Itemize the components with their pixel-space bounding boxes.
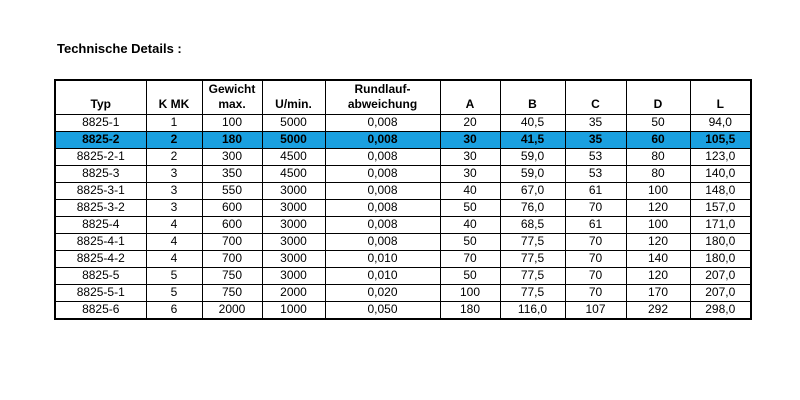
table-cell-a: 20 <box>440 114 500 131</box>
table-cell-d: 140 <box>626 250 690 267</box>
column-header-gewicht <box>202 80 262 114</box>
column-header-line1 <box>56 82 146 97</box>
table-header-row <box>55 80 751 114</box>
table-cell-umin: 5000 <box>262 114 325 131</box>
table-cell-rundlauf: 0,010 <box>325 250 440 267</box>
table-cell-k-mk: 4 <box>146 250 202 267</box>
column-header-line1 <box>501 82 565 97</box>
table-cell-l: 157,0 <box>690 199 751 216</box>
table-cell-c: 70 <box>565 199 626 216</box>
table-cell-l: 123,0 <box>690 148 751 165</box>
table-cell-k-mk: 3 <box>146 199 202 216</box>
table-cell-a: 50 <box>440 267 500 284</box>
table-cell-gewicht: 180 <box>202 131 262 148</box>
table-cell-gewicht: 600 <box>202 199 262 216</box>
table-row <box>55 233 751 250</box>
table-cell-l: 298,0 <box>690 301 751 319</box>
table-cell-umin: 1000 <box>262 301 325 319</box>
table-cell-umin: 3000 <box>262 182 325 199</box>
table-cell-typ: 8825-6 <box>55 301 146 319</box>
technical-details-table <box>54 79 752 320</box>
table-row <box>55 131 751 148</box>
table-cell-c: 53 <box>565 148 626 165</box>
table-cell-a: 50 <box>440 233 500 250</box>
table-cell-typ: 8825-5-1 <box>55 284 146 301</box>
table-cell-d: 100 <box>626 216 690 233</box>
table-cell-gewicht: 750 <box>202 267 262 284</box>
table-cell-typ: 8825-1 <box>55 114 146 131</box>
column-header-line2: Typ <box>90 96 111 111</box>
table-cell-k-mk: 3 <box>146 165 202 182</box>
column-header-line2: A <box>465 96 475 111</box>
table-cell-l: 207,0 <box>690 267 751 284</box>
column-header-line2: abweichung <box>347 96 418 111</box>
column-header-typ <box>55 80 146 114</box>
table-cell-d: 170 <box>626 284 690 301</box>
column-header-line2: max. <box>218 96 246 111</box>
table-row <box>55 216 751 233</box>
table-cell-a: 180 <box>440 301 500 319</box>
table-cell-gewicht: 700 <box>202 250 262 267</box>
table-cell-typ: 8825-4 <box>55 216 146 233</box>
table-cell-typ: 8825-2 <box>55 131 146 148</box>
table-cell-k-mk: 1 <box>146 114 202 131</box>
table-cell-umin: 3000 <box>262 233 325 250</box>
table-cell-rundlauf: 0,008 <box>325 165 440 182</box>
table-cell-c: 70 <box>565 284 626 301</box>
table-cell-d: 292 <box>626 301 690 319</box>
table-cell-a: 30 <box>440 165 500 182</box>
table-cell-d: 120 <box>626 233 690 250</box>
column-header-l <box>690 80 751 114</box>
table-cell-l: 140,0 <box>690 165 751 182</box>
table-cell-rundlauf: 0,008 <box>325 216 440 233</box>
table-cell-d: 80 <box>626 148 690 165</box>
table-cell-typ: 8825-2-1 <box>55 148 146 165</box>
table-cell-l: 94,0 <box>690 114 751 131</box>
table-cell-l: 180,0 <box>690 250 751 267</box>
table-cell-l: 207,0 <box>690 284 751 301</box>
table-cell-d: 60 <box>626 131 690 148</box>
table-cell-b: 59,0 <box>500 148 565 165</box>
table-cell-c: 70 <box>565 267 626 284</box>
table-cell-rundlauf: 0,008 <box>325 182 440 199</box>
column-header-line1 <box>147 82 202 97</box>
table-cell-gewicht: 600 <box>202 216 262 233</box>
column-header-line2: C <box>591 96 600 111</box>
table-row <box>55 165 751 182</box>
table-cell-gewicht: 350 <box>202 165 262 182</box>
table-cell-typ: 8825-3 <box>55 165 146 182</box>
table-cell-gewicht: 550 <box>202 182 262 199</box>
table-cell-b: 68,5 <box>500 216 565 233</box>
table-cell-b: 77,5 <box>500 233 565 250</box>
table-row <box>55 267 751 284</box>
column-header-line1 <box>441 82 500 97</box>
table-cell-k-mk: 2 <box>146 131 202 148</box>
table-cell-c: 35 <box>565 114 626 131</box>
table-cell-umin: 4500 <box>262 148 325 165</box>
column-header-rundlauf <box>325 80 440 114</box>
table-row <box>55 114 751 131</box>
table-cell-a: 70 <box>440 250 500 267</box>
table-cell-k-mk: 2 <box>146 148 202 165</box>
table-cell-k-mk: 4 <box>146 233 202 250</box>
table-cell-umin: 3000 <box>262 267 325 284</box>
column-header-line1: Rundlauf- <box>354 81 411 96</box>
column-header-line1 <box>263 82 325 97</box>
table-cell-k-mk: 3 <box>146 182 202 199</box>
table-cell-d: 50 <box>626 114 690 131</box>
section-title: Technische Details : <box>57 41 182 56</box>
table-cell-a: 30 <box>440 131 500 148</box>
column-header-line2: B <box>528 96 537 111</box>
table-cell-b: 77,5 <box>500 284 565 301</box>
column-header-b <box>500 80 565 114</box>
table-cell-c: 61 <box>565 216 626 233</box>
table-cell-rundlauf: 0,008 <box>325 233 440 250</box>
table-cell-gewicht: 2000 <box>202 301 262 319</box>
table-cell-k-mk: 5 <box>146 284 202 301</box>
column-header-umin <box>262 80 325 114</box>
table-cell-rundlauf: 0,008 <box>325 199 440 216</box>
table-cell-a: 40 <box>440 216 500 233</box>
table-cell-rundlauf: 0,008 <box>325 114 440 131</box>
column-header-line2: U/min. <box>275 96 312 111</box>
table-cell-umin: 3000 <box>262 250 325 267</box>
column-header-d <box>626 80 690 114</box>
table-cell-gewicht: 750 <box>202 284 262 301</box>
table-cell-typ: 8825-5 <box>55 267 146 284</box>
table-cell-gewicht: 300 <box>202 148 262 165</box>
table-cell-b: 77,5 <box>500 267 565 284</box>
table-cell-l: 148,0 <box>690 182 751 199</box>
table-cell-c: 35 <box>565 131 626 148</box>
table-cell-rundlauf: 0,008 <box>325 148 440 165</box>
column-header-k-mk <box>146 80 202 114</box>
table-cell-c: 61 <box>565 182 626 199</box>
table-cell-b: 67,0 <box>500 182 565 199</box>
table-cell-k-mk: 6 <box>146 301 202 319</box>
table-cell-typ: 8825-4-1 <box>55 233 146 250</box>
table-cell-rundlauf: 0,010 <box>325 267 440 284</box>
table-cell-a: 100 <box>440 284 500 301</box>
table-cell-gewicht: 700 <box>202 233 262 250</box>
table-cell-d: 120 <box>626 267 690 284</box>
table-cell-b: 40,5 <box>500 114 565 131</box>
table-cell-umin: 3000 <box>262 216 325 233</box>
column-header-line2: D <box>653 96 663 111</box>
column-header-line2: L <box>716 96 724 111</box>
table-cell-d: 120 <box>626 199 690 216</box>
column-header-line2: K MK <box>158 96 190 111</box>
table-row <box>55 148 751 165</box>
table-cell-b: 59,0 <box>500 165 565 182</box>
table-cell-k-mk: 4 <box>146 216 202 233</box>
column-header-line1: Gewicht <box>208 81 256 96</box>
column-header-c <box>565 80 626 114</box>
table-cell-c: 70 <box>565 233 626 250</box>
table-row <box>55 301 751 319</box>
table-cell-umin: 4500 <box>262 165 325 182</box>
table-cell-rundlauf: 0,020 <box>325 284 440 301</box>
table-cell-umin: 5000 <box>262 131 325 148</box>
table-cell-c: 53 <box>565 165 626 182</box>
table-cell-b: 41,5 <box>500 131 565 148</box>
table-cell-a: 30 <box>440 148 500 165</box>
table-cell-b: 116,0 <box>500 301 565 319</box>
column-header-line1 <box>566 82 626 97</box>
table-cell-rundlauf: 0,008 <box>325 131 440 148</box>
table-row <box>55 182 751 199</box>
table-cell-d: 80 <box>626 165 690 182</box>
table-cell-a: 50 <box>440 199 500 216</box>
table-cell-b: 76,0 <box>500 199 565 216</box>
column-header-line1 <box>627 82 690 97</box>
column-header-a <box>440 80 500 114</box>
table-cell-c: 70 <box>565 250 626 267</box>
table-row <box>55 250 751 267</box>
table-cell-typ: 8825-4-2 <box>55 250 146 267</box>
table-cell-l: 105,5 <box>690 131 751 148</box>
table-cell-umin: 2000 <box>262 284 325 301</box>
table-cell-k-mk: 5 <box>146 267 202 284</box>
table-body <box>55 114 751 319</box>
table-cell-c: 107 <box>565 301 626 319</box>
table-cell-umin: 3000 <box>262 199 325 216</box>
table-cell-d: 100 <box>626 182 690 199</box>
table-cell-typ: 8825-3-2 <box>55 199 146 216</box>
table-cell-gewicht: 100 <box>202 114 262 131</box>
table-cell-l: 171,0 <box>690 216 751 233</box>
table-row <box>55 284 751 301</box>
column-header-line1 <box>691 82 751 97</box>
table-cell-a: 40 <box>440 182 500 199</box>
table-cell-b: 77,5 <box>500 250 565 267</box>
table-cell-rundlauf: 0,050 <box>325 301 440 319</box>
table-cell-typ: 8825-3-1 <box>55 182 146 199</box>
table-cell-l: 180,0 <box>690 233 751 250</box>
table-row <box>55 199 751 216</box>
